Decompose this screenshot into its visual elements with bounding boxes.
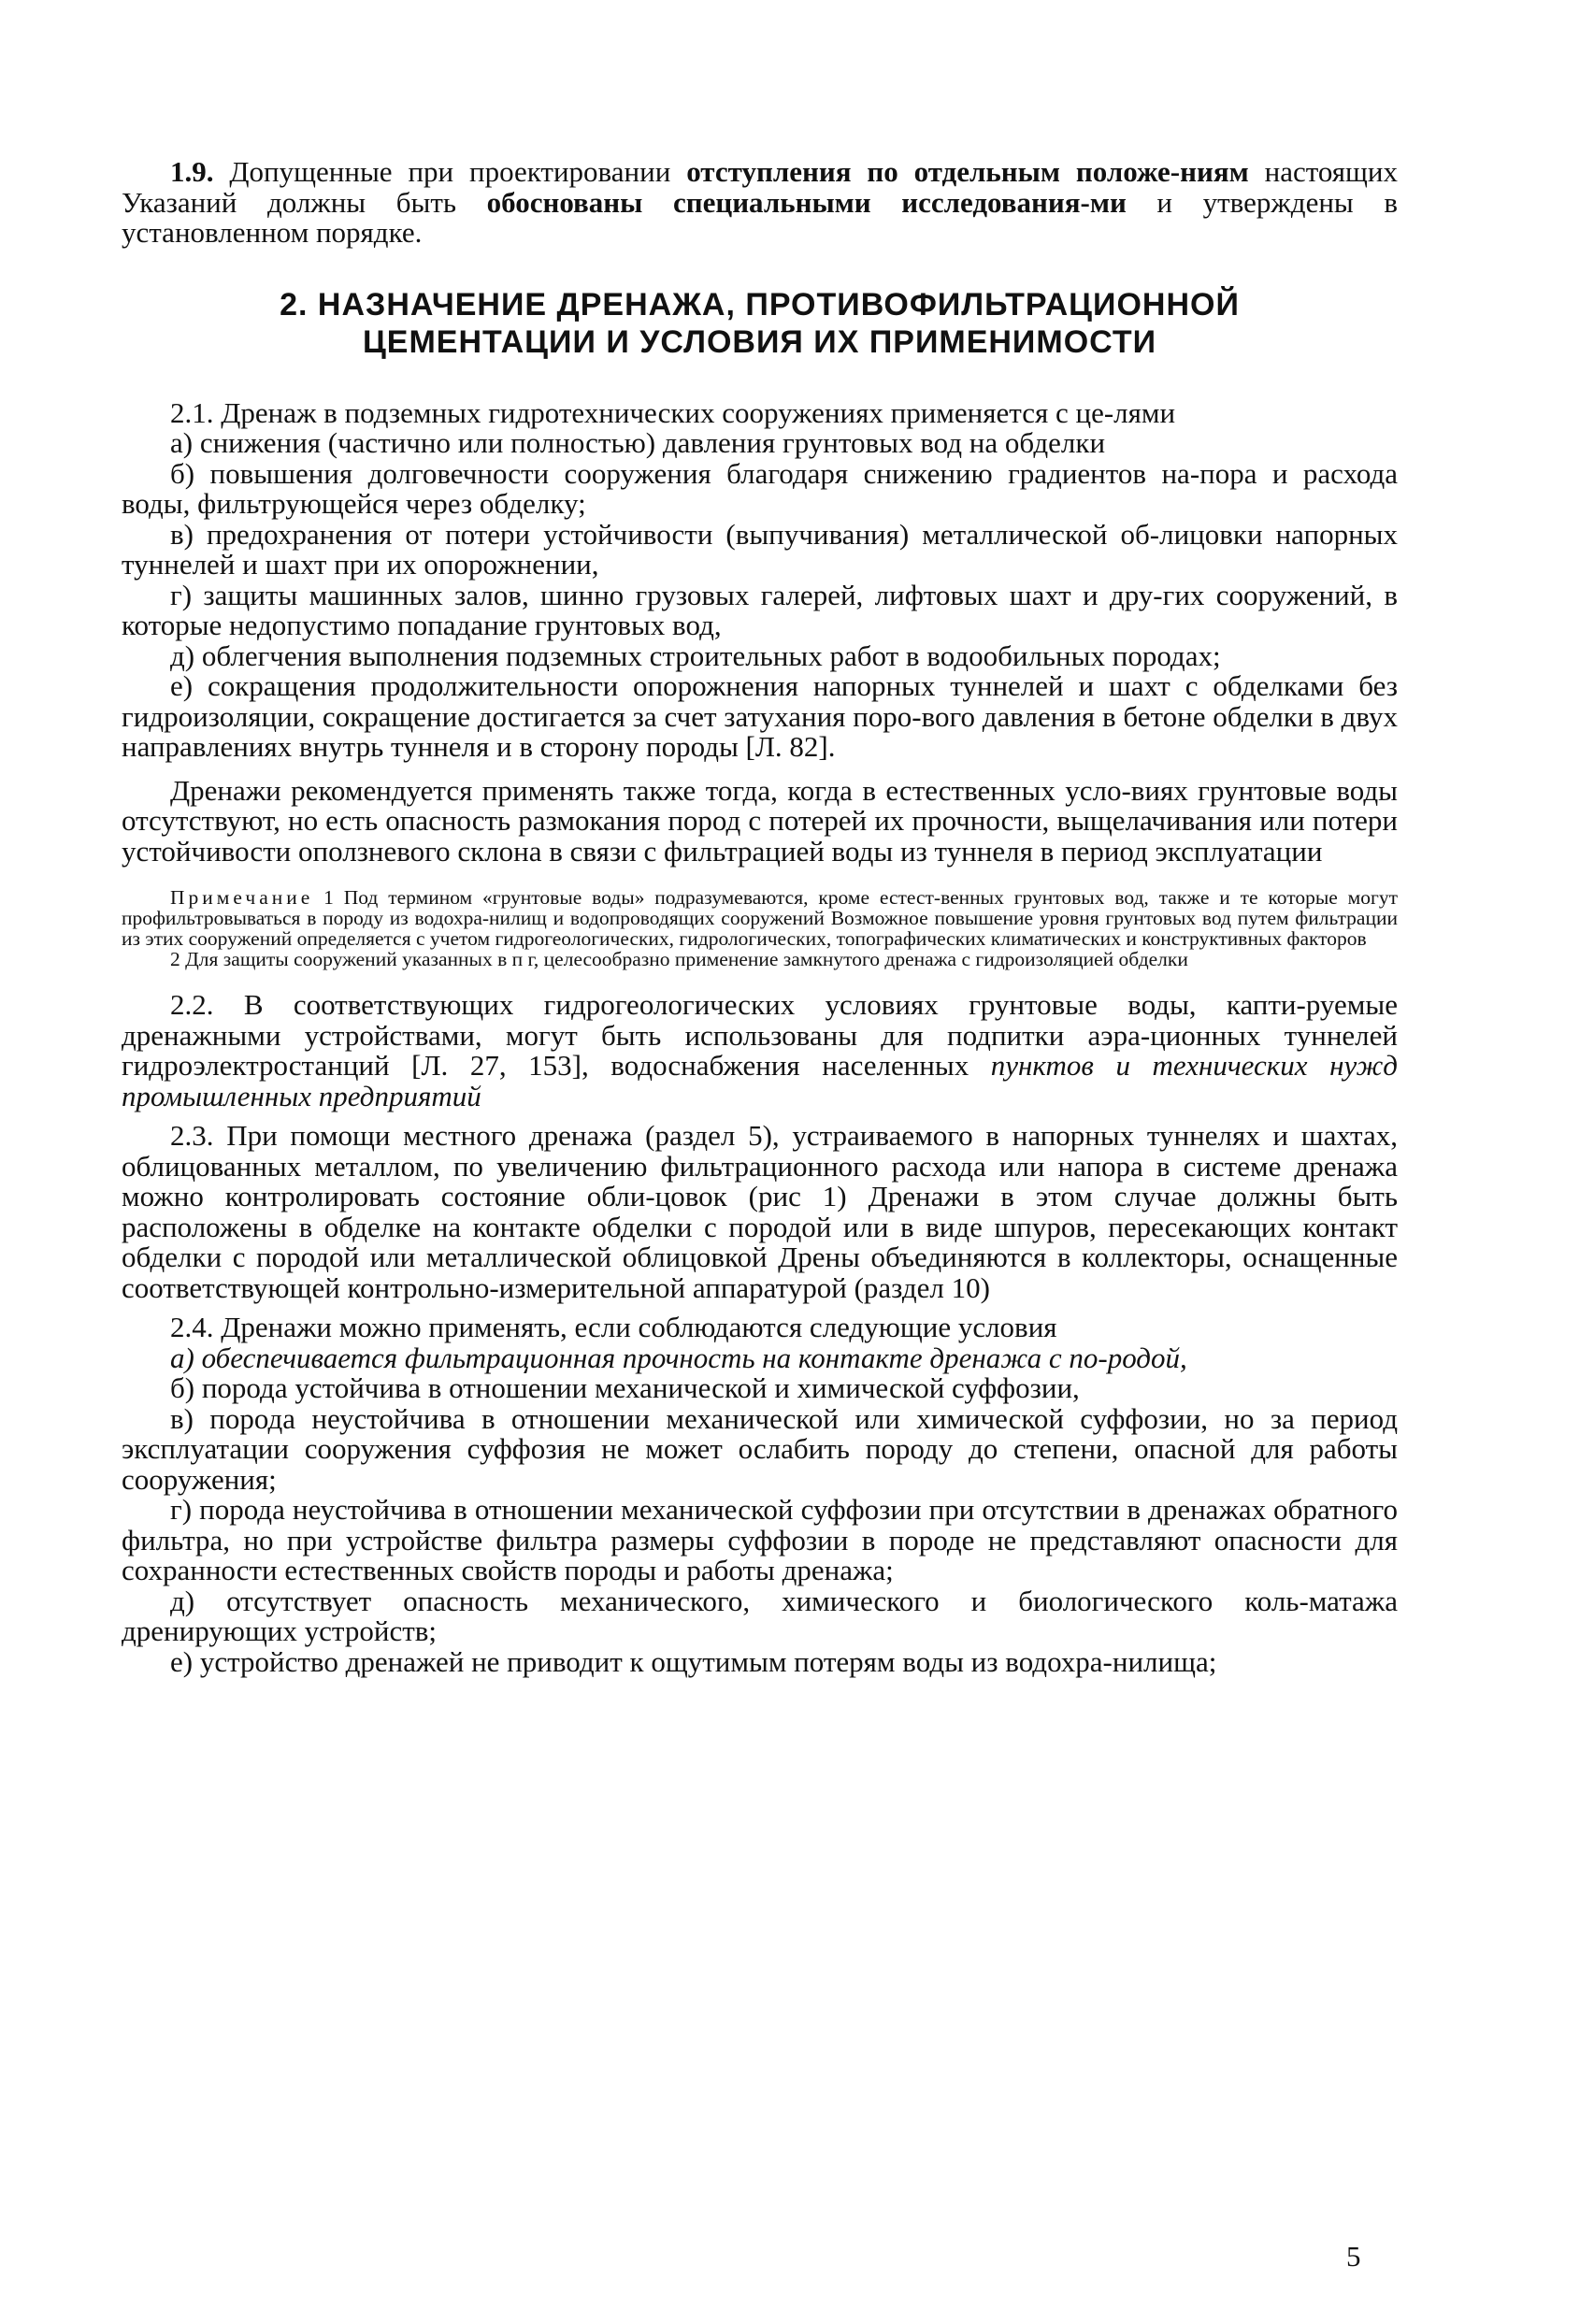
list-item-2-4-a: а) обеспечивается фильтрационная прочность на контакте дренажа с по-родой,	[170, 1341, 1187, 1374]
list-item-2-1-e: е) сокращения продолжительности опорожнения напорных туннелей и шахт с обделками без гидроизоляции, сокращение достигается за счет затухания поро-вого давления в бетоне обделки в двух направлениях внутрь туннеля и в сторону породы [Л. 82].	[122, 669, 1398, 763]
paragraph-2-3: 2.3. При помощи местного дренажа (раздел 5), устраиваемого в напорных туннелях и шахтах, облицованных металлом, по увеличению фильтрационного расхода или напора в системе дренажа можно контролировать состояние обли-цовок (рис 1) Дренажи в этом случае должны быть расположены в обделке на контакте обделки с породой или в виде шпуров, пересекающих контакт обделки с породой или металлической облицовкой Дрены объединяются в коллекторы, оснащенные соответствующей контрольно-измерительной аппаратурой (раздел 10)	[122, 1119, 1398, 1304]
text-run: 2.2. В соответствующих гидрогеологических условиях грунтовые воды, капти-руемые дренажными устройствами, могут быть использованы для подпитки аэра-ционных туннелей гидроэлектростанций [Л. 27, 153], водоснабжения населенных	[122, 988, 1398, 1082]
italic-run: пунктов и технических нужд промышленных предприятий	[122, 1049, 1398, 1112]
list-item-2-1-v: в) предохранения от потери устойчивости (выпучивания) металлической об-лицовки напорных туннелей и шахт при их опорожнении,	[122, 517, 1398, 581]
note-text: Под термином «грунтовые воды» подразумеваются, кроме естест-венных грунтовых вод, также и те которые могут профильтровываться в породу из водохра-нилищ и водопроводящих сооружений Возможное повышение уровня грунтовых вод путем фильтрации из этих сооружений определяется с учетом гидрогеологических, гидрологических, топографических климатических и конструктивных факторов	[122, 886, 1398, 950]
clause-number: 1.9.	[170, 155, 214, 188]
text-run: настоящих Указаний должны быть	[122, 155, 1398, 219]
list-item-2-1-d: д) облегчения выполнения подземных строительных работ в водообильных породах;	[170, 638, 1221, 672]
note-2: 2 Для защиты сооружений указанных в п г, целесообразно применение замкнутого дренажа с гидроизоляцией обделки	[170, 948, 1188, 970]
list-item-2-1-a: а) снижения (частично или полностью) давления грунтовых вод на обделки	[170, 426, 1106, 459]
note-number: 1	[313, 886, 334, 909]
section-heading	[122, 286, 1398, 361]
paragraph-1-9	[122, 157, 1398, 249]
paragraph-drainage-extra: Дренажи рекомендуется применять также тогда, когда в естественных усло-виях грунтовые воды отсутствуют, но есть опасность размокания пород с потерей их прочности, выщелачивания или потери устойчивости оползневого склона в связи с фильтрацией воды из туннеля в период эксплуатации	[122, 773, 1398, 868]
list-item-2-1-b: б) повышения долговечности сооружения благодаря снижению градиентов на-пора и расхода воды, фильтрующейся через обделку;	[122, 456, 1398, 520]
notes-block	[122, 887, 1398, 969]
paragraph-2-4: 2.4. Дренажи можно применять, если соблюдаются следующие условия	[170, 1311, 1057, 1343]
bold-run: отступления по отдельным положе-ниям	[686, 155, 1249, 188]
list-item-2-4-b: б) порода устойчива в отношении механической и химической суффозии,	[170, 1371, 1080, 1404]
list-item-2-4-v: в) порода неустойчива в отношении механической или химической суффозии, но за период эксплуатации сооружения суффозия не может ослабить породу до степени, опасной для работы сооружения;	[122, 1401, 1398, 1496]
list-item-2-4-g: г) порода неустойчива в отношении механической суффозии при отсутствии в дренажах обратного фильтра, но при устройстве фильтра размеры суффозии в породе не представляют опасности для сохранности естественных свойств породы и работы дренажа;	[122, 1493, 1398, 1586]
paragraph-2-2	[122, 990, 1398, 1112]
section-heading-line-2: ЦЕМЕНТАЦИИ И УСЛОВИЯ ИХ ПРИМЕНИМОСТИ	[362, 323, 1157, 360]
page-number: 5	[1346, 2240, 1361, 2273]
text-run: Допущенные при проектировании	[213, 155, 687, 188]
text-run: и утверждены в установленном порядке.	[122, 185, 1398, 249]
paragraph-2-1: 2.1. Дренаж в подземных гидротехнических сооружениях применяется с це-лями	[170, 395, 1176, 429]
list-item-2-1-g: г) защиты машинных залов, шинно грузовых галерей, лифтовых шахт и дру-гих сооружений, в которые недопустимо попадание грунтовых вод,	[122, 578, 1398, 641]
bold-run: обоснованы специальными исследования-ми	[486, 185, 1127, 219]
note-label: Примечание	[170, 886, 314, 909]
list-item-2-4-d: д) отсутствует опасность механического, химического и биологического коль-матажа дренирующих устройств;	[122, 1584, 1398, 1647]
page-body	[122, 157, 1398, 1677]
note-1	[122, 887, 1398, 949]
section-heading-line-1: 2. НАЗНАЧЕНИЕ ДРЕНАЖА, ПРОТИВОФИЛЬТРАЦИОННОЙ	[280, 286, 1240, 323]
list-item-2-4-e: е) устройство дренажей не приводит к ощутимым потерям воды из водохра-нилища;	[170, 1644, 1217, 1678]
